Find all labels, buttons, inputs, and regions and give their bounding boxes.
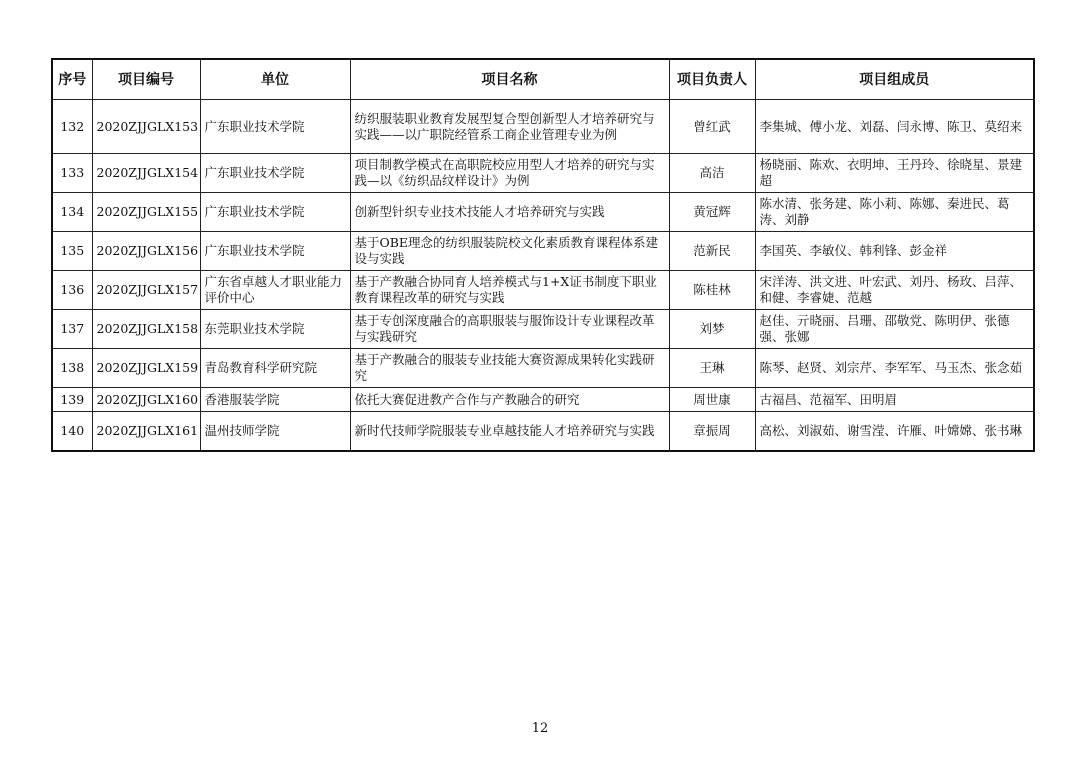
cell-num: 132 — [52, 100, 92, 154]
cell-unit: 广东省卓越人才职业能力评价中心 — [200, 271, 350, 310]
cell-leader: 范新民 — [669, 232, 755, 271]
cell-code: 2020ZJJGLX156 — [92, 232, 200, 271]
header-unit: 单位 — [200, 59, 350, 100]
cell-num: 134 — [52, 193, 92, 232]
cell-name: 基于OBE理念的纺织服装院校文化素质教育课程体系建设与实践 — [350, 232, 669, 271]
cell-name: 基于专创深度融合的高职服装与服饰设计专业课程改革与实践研究 — [350, 310, 669, 349]
cell-members: 高松、刘淑茹、谢雪滢、许雁、叶嫦嫦、张书琳 — [755, 412, 1034, 452]
table-header-row — [52, 59, 1034, 100]
page-number: 12 — [531, 721, 549, 736]
cell-name: 基于产教融合协同育人培养模式与1+X证书制度下职业教育课程改革的研究与实践 — [350, 271, 669, 310]
cell-code: 2020ZJJGLX157 — [92, 271, 200, 310]
projects-table — [51, 58, 1035, 452]
cell-num: 139 — [52, 388, 92, 412]
table-row — [52, 193, 1034, 232]
cell-unit: 广东职业技术学院 — [200, 193, 350, 232]
cell-leader: 刘梦 — [669, 310, 755, 349]
cell-name: 依托大赛促进教产合作与产教融合的研究 — [350, 388, 669, 412]
cell-leader: 黄冠辉 — [669, 193, 755, 232]
cell-code: 2020ZJJGLX158 — [92, 310, 200, 349]
cell-name: 新时代技师学院服装专业卓越技能人才培养研究与实践 — [350, 412, 669, 452]
cell-name: 项目制教学模式在高职院校应用型人才培养的研究与实践—以《纺织品纹样设计》为例 — [350, 154, 669, 193]
cell-leader: 陈桂林 — [669, 271, 755, 310]
header-code: 项目编号 — [92, 59, 200, 100]
table-row — [52, 100, 1034, 154]
cell-code: 2020ZJJGLX160 — [92, 388, 200, 412]
header-num: 序号 — [52, 59, 92, 100]
cell-unit: 广东职业技术学院 — [200, 154, 350, 193]
cell-leader: 章振周 — [669, 412, 755, 452]
cell-name: 创新型针织专业技术技能人才培养研究与实践 — [350, 193, 669, 232]
header-name: 项目名称 — [350, 59, 669, 100]
cell-name: 基于产教融合的服装专业技能大赛资源成果转化实践研究 — [350, 349, 669, 388]
table-row — [52, 154, 1034, 193]
table-row — [52, 412, 1034, 452]
cell-leader: 周世康 — [669, 388, 755, 412]
cell-unit: 香港服装学院 — [200, 388, 350, 412]
cell-name: 纺织服装职业教育发展型复合型创新型人才培养研究与实践——以广职院经管系工商企业管理专业为例 — [350, 100, 669, 154]
cell-unit: 温州技师学院 — [200, 412, 350, 452]
cell-leader: 曾红武 — [669, 100, 755, 154]
cell-num: 133 — [52, 154, 92, 193]
header-leader: 项目负责人 — [669, 59, 755, 100]
cell-members: 李国英、李敏仪、韩利锋、彭金祥 — [755, 232, 1034, 271]
cell-members: 宋洋涛、洪文进、叶宏武、刘丹、杨玫、吕萍、和健、李睿婕、范越 — [755, 271, 1034, 310]
table-row — [52, 388, 1034, 412]
cell-members: 古福昌、范福军、田明眉 — [755, 388, 1034, 412]
cell-leader: 王琳 — [669, 349, 755, 388]
cell-code: 2020ZJJGLX155 — [92, 193, 200, 232]
table-row — [52, 271, 1034, 310]
cell-num: 137 — [52, 310, 92, 349]
table-row — [52, 310, 1034, 349]
cell-members: 杨晓丽、陈欢、衣明坤、王丹玲、徐晓星、景建超 — [755, 154, 1034, 193]
cell-code: 2020ZJJGLX161 — [92, 412, 200, 452]
cell-num: 140 — [52, 412, 92, 452]
cell-unit: 广东职业技术学院 — [200, 232, 350, 271]
cell-members: 赵佳、亓晓丽、吕珊、邵敬党、陈明伊、张德强、张娜 — [755, 310, 1034, 349]
cell-num: 138 — [52, 349, 92, 388]
cell-code: 2020ZJJGLX153 — [92, 100, 200, 154]
table-row — [52, 232, 1034, 271]
cell-code: 2020ZJJGLX159 — [92, 349, 200, 388]
header-members: 项目组成员 — [755, 59, 1034, 100]
cell-leader: 高洁 — [669, 154, 755, 193]
cell-members: 李集城、傅小龙、刘磊、闫永博、陈卫、莫绍来 — [755, 100, 1034, 154]
cell-code: 2020ZJJGLX154 — [92, 154, 200, 193]
table-row — [52, 349, 1034, 388]
cell-unit: 广东职业技术学院 — [200, 100, 350, 154]
cell-num: 135 — [52, 232, 92, 271]
cell-unit: 青岛教育科学研究院 — [200, 349, 350, 388]
cell-members: 陈水清、张务建、陈小莉、陈娜、秦进民、葛涛、刘静 — [755, 193, 1034, 232]
cell-members: 陈琴、赵贤、刘宗芹、李军军、马玉杰、张念茹 — [755, 349, 1034, 388]
cell-num: 136 — [52, 271, 92, 310]
cell-unit: 东莞职业技术学院 — [200, 310, 350, 349]
